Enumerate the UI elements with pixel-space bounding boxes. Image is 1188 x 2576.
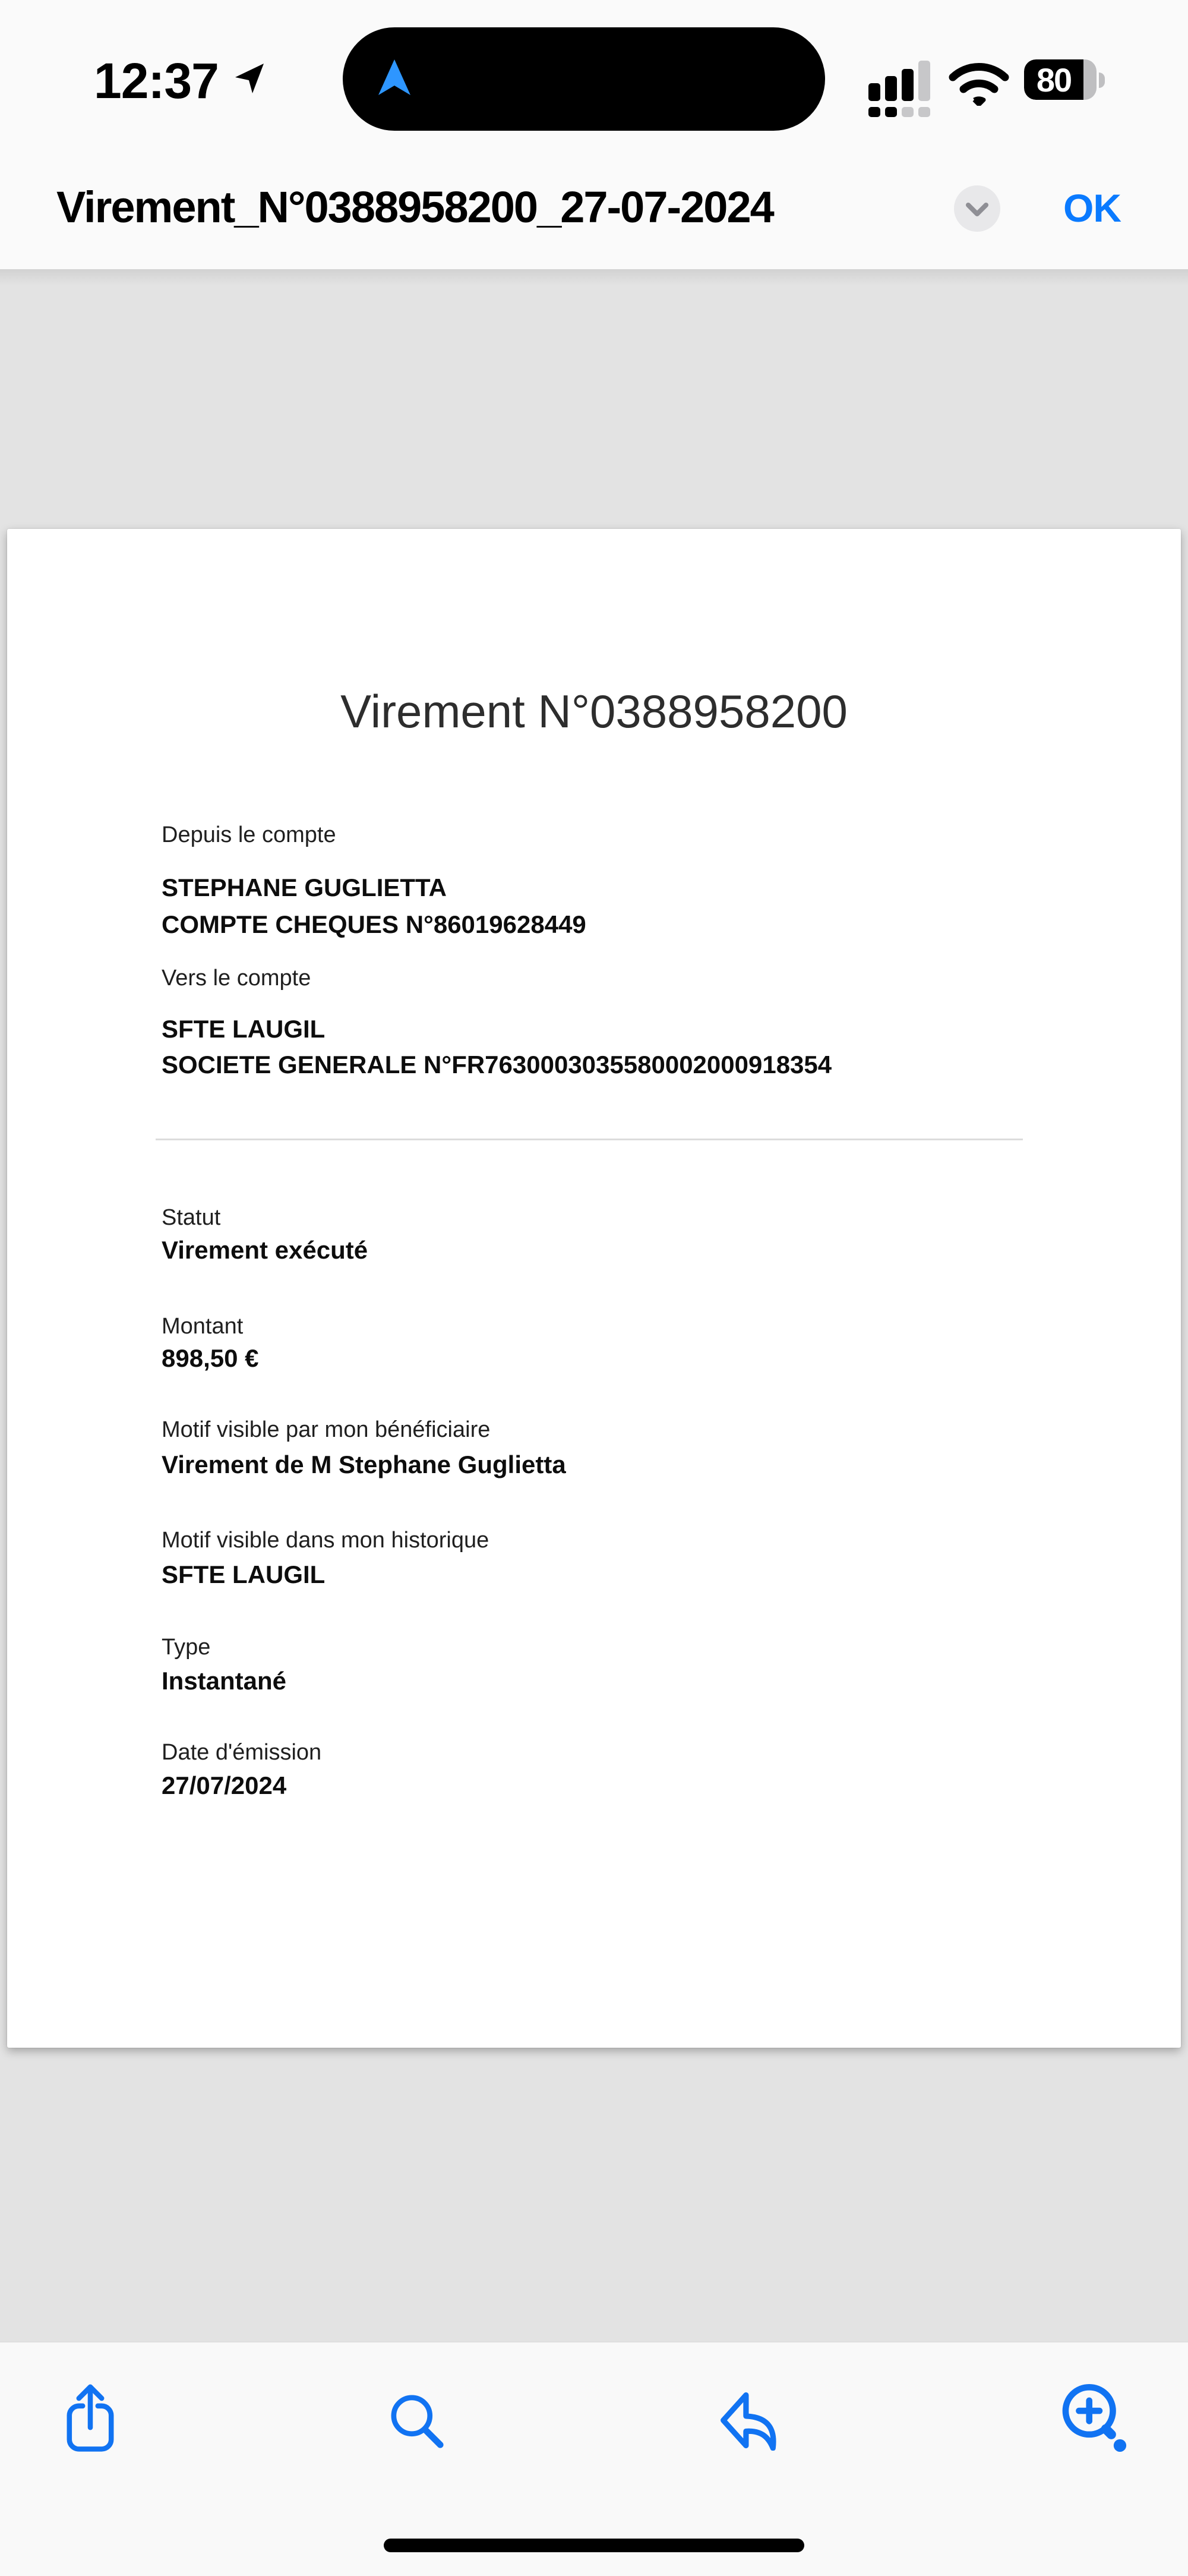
field-value-to-name: SFTE LAUGIL — [162, 1015, 326, 1043]
field-value-amount: 898,50 € — [162, 1344, 259, 1372]
zoom-plus-icon — [1056, 2379, 1133, 2457]
field-value-to-account: SOCIETE GENERALE N°FR7630003035580002000918354 — [162, 1051, 832, 1079]
field-value-from-account: COMPTE CHEQUES N°86019628449 — [162, 910, 586, 938]
reply-button[interactable] — [716, 2390, 784, 2452]
cellular-signal-icon — [868, 59, 933, 118]
field-value-from-name: STEPHANE GUGLIETTA — [162, 874, 447, 901]
bottom-toolbar — [0, 2341, 1188, 2576]
field-label-from: Depuis le compte — [162, 822, 336, 847]
field-label-motif-beneficiary: Motif visible par mon bénéficiaire — [162, 1417, 491, 1442]
document-filename: Virement_N°0388958200_27-07-2024 — [56, 182, 773, 232]
zoom-annotate-button[interactable] — [1056, 2379, 1133, 2458]
battery-indicator — [1024, 59, 1097, 100]
location-arrow-icon — [233, 62, 266, 95]
field-label-motif-history: Motif visible dans mon historique — [162, 1528, 489, 1553]
search-icon — [387, 2391, 447, 2451]
field-value-date: 27/07/2024 — [162, 1771, 287, 1799]
field-value-status: Virement exécuté — [162, 1236, 368, 1264]
status-time: 12:37 — [94, 53, 219, 109]
page-title: Virement N°0388958200 — [340, 685, 848, 737]
field-value-type: Instantané — [162, 1667, 287, 1695]
document-viewer — [0, 270, 1188, 2341]
field-value-motif-beneficiary: Virement de M Stephane Guglietta — [162, 1451, 566, 1478]
share-icon — [62, 2382, 119, 2453]
share-button[interactable] — [62, 2382, 119, 2455]
document-page — [7, 529, 1181, 2048]
battery-percent: 80 — [1036, 61, 1072, 99]
dynamic-island[interactable] — [343, 27, 825, 131]
filename-dropdown-button[interactable] — [954, 185, 1000, 232]
field-label-amount: Montant — [162, 1314, 244, 1339]
field-label-type: Type — [162, 1635, 211, 1660]
badge-dot — [1114, 2439, 1126, 2452]
ok-button[interactable]: OK — [1063, 186, 1121, 230]
search-button[interactable] — [387, 2391, 447, 2452]
battery-fill — [1024, 59, 1083, 100]
field-value-motif-history: SFTE LAUGIL — [162, 1560, 326, 1588]
home-indicator[interactable] — [384, 2539, 804, 2552]
wifi-icon — [948, 59, 1010, 106]
navigation-arrow-icon — [375, 58, 414, 97]
chevron-down-icon — [954, 185, 1000, 232]
field-label-date: Date d'émission — [162, 1740, 322, 1765]
reply-icon — [716, 2390, 784, 2451]
battery-cap — [1099, 72, 1105, 88]
field-label-status: Statut — [162, 1205, 221, 1230]
field-label-to: Vers le compte — [162, 966, 311, 991]
section-divider — [156, 1139, 1023, 1140]
status-and-title-bar — [0, 0, 1188, 270]
